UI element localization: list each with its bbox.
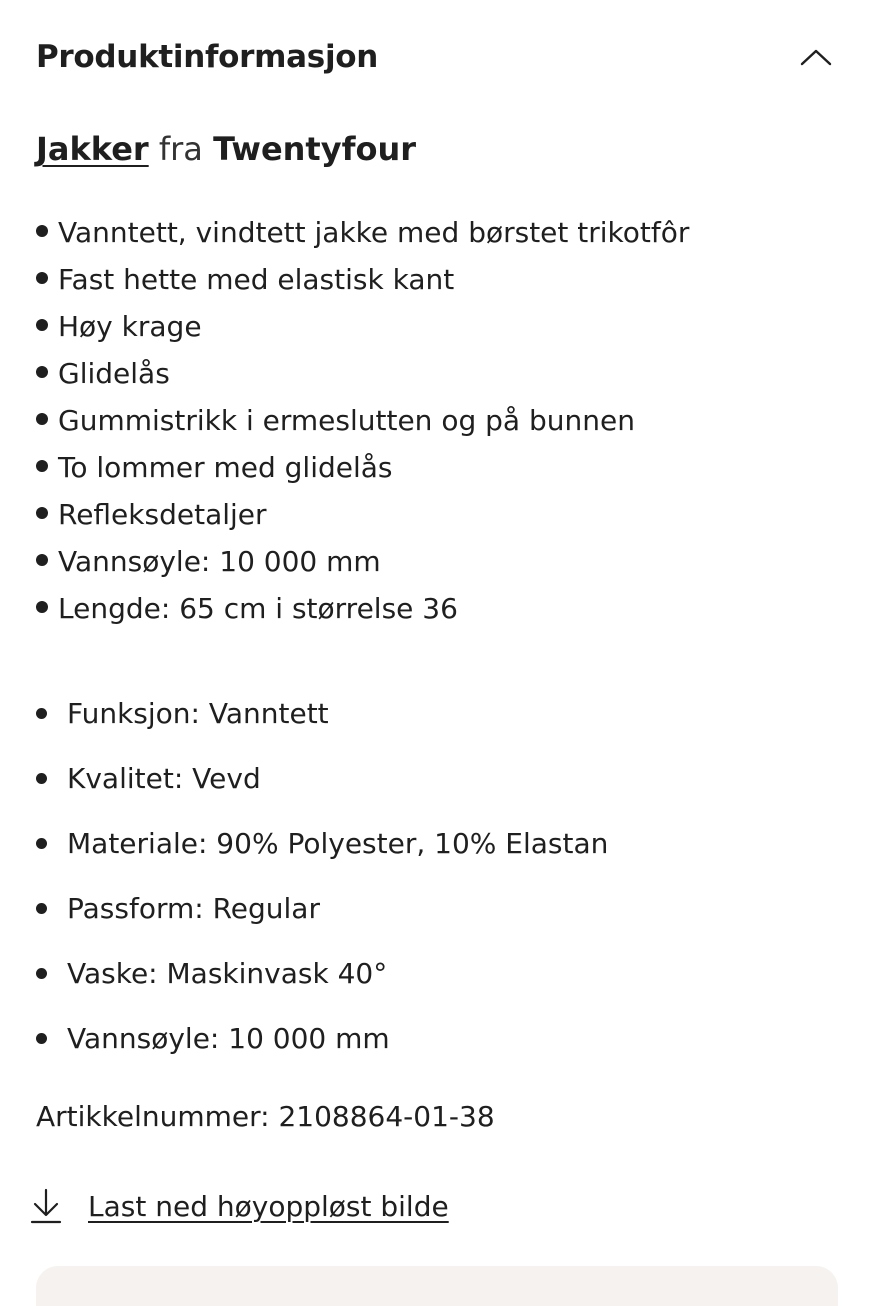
category-separator: fra (158, 130, 203, 168)
feature-text: Fast hette med elastisk kant (58, 263, 455, 296)
feature-item (36, 256, 689, 303)
bullet-icon (36, 507, 48, 519)
feature-text: Høy krage (58, 310, 202, 343)
bullet-icon (36, 1033, 47, 1044)
spec-text: Kvalitet: Vevd (67, 762, 261, 795)
bullet-icon (36, 366, 48, 378)
bullet-icon (36, 272, 48, 284)
section-title: Produktinformasjon (36, 39, 379, 75)
feature-item (36, 209, 689, 256)
spec-text: Vaske: Maskinvask 40° (67, 957, 388, 990)
spec-text: Passform: Regular (67, 892, 320, 925)
category-link[interactable]: Jakker (36, 130, 149, 168)
bullet-icon (36, 773, 47, 784)
spec-text: Materiale: 90% Polyester, 10% Elastan (67, 827, 609, 860)
bullet-icon (36, 903, 47, 914)
bullet-icon (36, 708, 47, 719)
feature-text: Refleksdetaljer (58, 498, 267, 531)
bullet-icon (36, 554, 48, 566)
spec-text: Funksjon: Vanntett (67, 697, 329, 730)
feature-text: Glidelås (58, 357, 170, 390)
bullet-icon (36, 968, 47, 979)
bullet-icon (36, 601, 48, 613)
spec-item (36, 941, 608, 1006)
spec-item (36, 811, 608, 876)
feature-text: Gummistrikk i ermeslutten og på bunnen (58, 404, 635, 437)
category-line (36, 125, 416, 173)
bullet-icon (36, 413, 48, 425)
spec-item (36, 1006, 608, 1071)
feature-item (36, 303, 689, 350)
bullet-icon (36, 225, 48, 237)
feature-text: Vanntett, vindtett jakke med børstet trikotfôr (58, 216, 690, 249)
product-info-header[interactable] (36, 30, 834, 84)
download-icon[interactable] (28, 1186, 64, 1226)
spec-list (36, 681, 608, 1071)
spec-item (36, 746, 608, 811)
spec-text: Vannsøyle: 10 000 mm (67, 1022, 390, 1055)
feature-text: Lengde: 65 cm i størrelse 36 (58, 592, 458, 625)
brand-name: Twentyfour (213, 130, 417, 168)
download-label[interactable]: Last ned høyoppløst bilde (88, 1189, 449, 1223)
feature-text: To lommer med glidelås (58, 451, 393, 484)
bullet-icon (36, 319, 48, 331)
next-section-card (36, 1266, 838, 1306)
feature-list (36, 209, 689, 632)
bullet-icon (36, 838, 47, 849)
download-image-link[interactable] (28, 1182, 449, 1230)
feature-item (36, 350, 689, 397)
article-number: Artikkelnummer: 2108864-01-38 (36, 1100, 495, 1133)
bullet-icon (36, 460, 48, 472)
spec-item (36, 681, 608, 746)
feature-text: Vannsøyle: 10 000 mm (58, 545, 381, 578)
feature-item (36, 538, 689, 585)
feature-item (36, 585, 689, 632)
feature-item (36, 491, 689, 538)
chevron-up-icon[interactable] (798, 39, 834, 75)
feature-item (36, 444, 689, 491)
spec-item (36, 876, 608, 941)
feature-item (36, 397, 689, 444)
